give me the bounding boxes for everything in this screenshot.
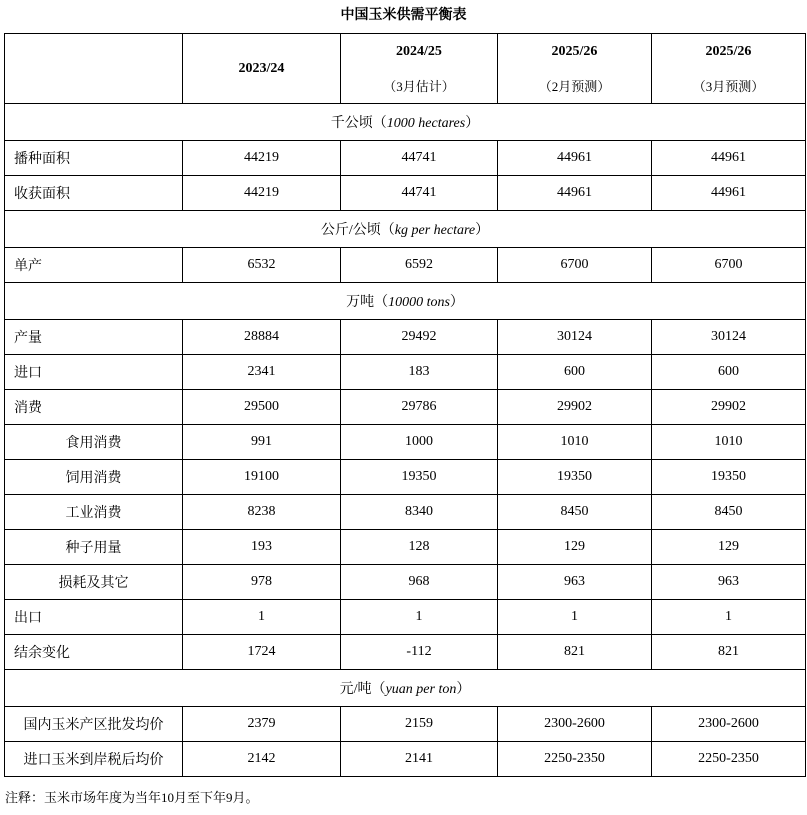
unit-label: ） [456, 682, 471, 697]
unit-label-cell [5, 104, 806, 141]
value-cell: 963 [652, 565, 806, 600]
table-row [5, 600, 806, 635]
value-cell: 991 [183, 425, 341, 460]
value-cell: 19350 [652, 460, 806, 495]
value-cell: 8450 [652, 495, 806, 530]
value-cell: 2300-2600 [652, 707, 806, 742]
value-cell: 29492 [341, 320, 498, 355]
row-label: 国内玉米产区批发均价 [5, 707, 183, 742]
value-cell: 2141 [341, 742, 498, 777]
table-row [5, 565, 806, 600]
value-cell: 2341 [183, 355, 341, 390]
header-cell-content [498, 44, 651, 94]
unit-label-en: 1000 hectares [386, 116, 466, 131]
unit-row [5, 104, 806, 141]
value-cell: 8450 [498, 495, 652, 530]
value-cell: 44961 [498, 141, 652, 176]
value-cell: 29786 [341, 390, 498, 425]
value-cell: 44219 [183, 176, 341, 211]
value-cell: 2250-2350 [652, 742, 806, 777]
footnote: 注释：玉米市场年度为当年10月至下年9月。 [5, 790, 259, 805]
table-row [5, 460, 806, 495]
value-cell: 2142 [183, 742, 341, 777]
value-cell: 129 [498, 530, 652, 565]
header-cell-content [652, 44, 805, 94]
header-sub: （3月预测） [692, 78, 765, 94]
value-cell: 821 [652, 635, 806, 670]
value-cell: 8238 [183, 495, 341, 530]
row-label: 进口 [5, 355, 183, 390]
header-cell-content [183, 61, 340, 76]
value-cell: 2379 [183, 707, 341, 742]
header-cell-2024-25 [341, 34, 498, 104]
unit-row [5, 670, 806, 707]
header-cell-2025-26-feb [498, 34, 652, 104]
value-cell: 44741 [341, 176, 498, 211]
unit-label: ） [475, 223, 490, 238]
unit-label-en: kg per hectare [394, 223, 476, 238]
table-row [5, 742, 806, 777]
value-cell: 44961 [652, 141, 806, 176]
table-row [5, 635, 806, 670]
header-year: 2024/25 [396, 43, 442, 59]
unit-row [5, 211, 806, 248]
value-cell: 29500 [183, 390, 341, 425]
value-cell: 1010 [498, 425, 652, 460]
unit-label-cell [5, 211, 806, 248]
value-cell: 19350 [341, 460, 498, 495]
value-cell: 6592 [341, 248, 498, 283]
table-row [5, 176, 806, 211]
page-title: 中国玉米供需平衡表 [340, 8, 467, 23]
value-cell: 19100 [183, 460, 341, 495]
value-cell: 183 [341, 355, 498, 390]
value-cell: 44961 [498, 176, 652, 211]
header-year: 2023/24 [238, 61, 285, 76]
unit-row [5, 283, 806, 320]
value-cell: 19350 [498, 460, 652, 495]
table-row [5, 390, 806, 425]
header-sub: （2月预测） [538, 78, 611, 94]
unit-label: 千公顷（ [330, 116, 387, 131]
value-cell: 29902 [652, 390, 806, 425]
value-cell: 29902 [498, 390, 652, 425]
value-cell: 1724 [183, 635, 341, 670]
table-row [5, 495, 806, 530]
value-cell: 600 [652, 355, 806, 390]
value-cell: 6700 [652, 248, 806, 283]
value-cell: 30124 [498, 320, 652, 355]
table-row [5, 355, 806, 390]
value-cell: 2159 [341, 707, 498, 742]
value-cell: 2300-2600 [498, 707, 652, 742]
supply-demand-table [4, 33, 806, 777]
row-label: 单产 [5, 248, 183, 283]
value-cell: 968 [341, 565, 498, 600]
table-row [5, 530, 806, 565]
header-cell-2023-24 [183, 34, 341, 104]
value-cell: 2250-2350 [498, 742, 652, 777]
row-label: 播种面积 [5, 141, 183, 176]
value-cell: 44219 [183, 141, 341, 176]
value-cell: 1 [498, 600, 652, 635]
value-cell: 1 [183, 600, 341, 635]
row-label: 工业消费 [5, 495, 183, 530]
unit-label: 公斤/公顷（ [320, 223, 395, 238]
unit-label-cell [5, 670, 806, 707]
header-year: 2025/26 [705, 43, 752, 59]
value-cell: 30124 [652, 320, 806, 355]
value-cell: 978 [183, 565, 341, 600]
value-cell: 193 [183, 530, 341, 565]
header-year: 2025/26 [551, 43, 598, 59]
value-cell: 6532 [183, 248, 341, 283]
value-cell: 600 [498, 355, 652, 390]
row-label: 食用消费 [5, 425, 183, 460]
unit-label-cell [5, 283, 806, 320]
corner-cell [5, 34, 183, 104]
unit-label: 万吨（ [346, 295, 389, 310]
row-label: 损耗及其它 [5, 565, 183, 600]
row-label: 产量 [5, 320, 183, 355]
value-cell: 8340 [341, 495, 498, 530]
row-label: 收获面积 [5, 176, 183, 211]
value-cell: 963 [498, 565, 652, 600]
value-cell: 128 [341, 530, 498, 565]
table-row [5, 707, 806, 742]
row-label: 饲用消费 [5, 460, 183, 495]
value-cell: 1 [652, 600, 806, 635]
table-row [5, 320, 806, 355]
unit-label-en: yuan per ton [385, 682, 457, 697]
value-cell: 44961 [652, 176, 806, 211]
value-cell: -112 [341, 635, 498, 670]
header-cell-2025-26-mar [652, 34, 806, 104]
table-row [5, 248, 806, 283]
unit-label: 元/吨（ [339, 682, 386, 697]
unit-label-en: 10000 tons [388, 295, 450, 310]
unit-label: ） [449, 295, 464, 310]
row-label: 种子用量 [5, 530, 183, 565]
value-cell: 28884 [183, 320, 341, 355]
value-cell: 129 [652, 530, 806, 565]
value-cell: 1010 [652, 425, 806, 460]
table-header-row [5, 34, 806, 104]
row-label: 消费 [5, 390, 183, 425]
header-cell-content [341, 44, 497, 94]
row-label: 出口 [5, 600, 183, 635]
row-label: 结余变化 [5, 635, 183, 670]
value-cell: 1 [341, 600, 498, 635]
table-row [5, 141, 806, 176]
value-cell: 6700 [498, 248, 652, 283]
value-cell: 44741 [341, 141, 498, 176]
row-label: 进口玉米到岸税后均价 [5, 742, 183, 777]
header-sub: （3月估计） [383, 78, 455, 94]
value-cell: 821 [498, 635, 652, 670]
value-cell: 1000 [341, 425, 498, 460]
table-row [5, 425, 806, 460]
unit-label: ） [465, 116, 480, 131]
